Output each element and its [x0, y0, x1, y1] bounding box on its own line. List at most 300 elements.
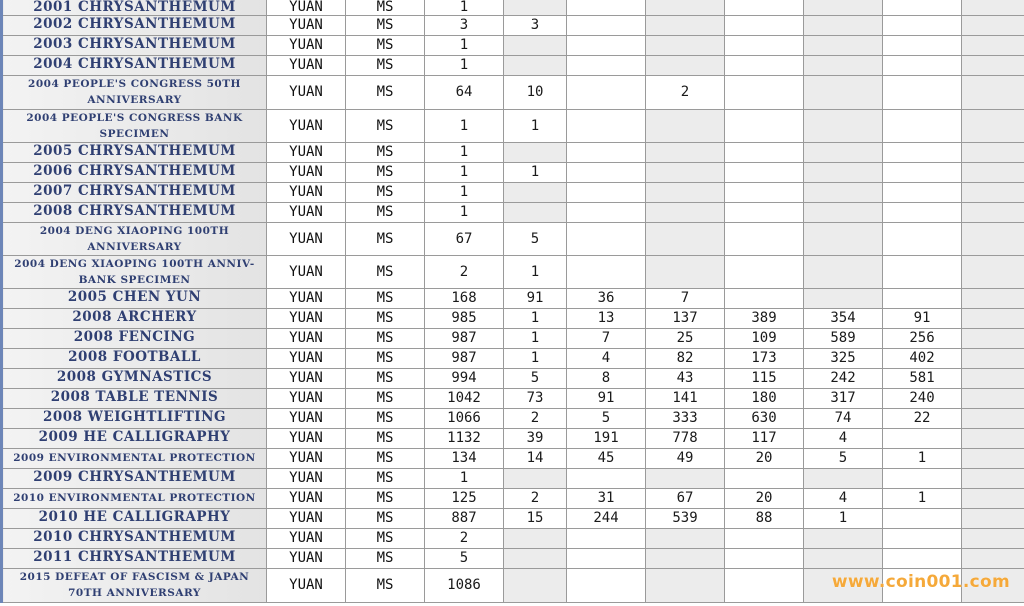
population-count-cell — [804, 55, 883, 75]
population-count-cell: 82 — [646, 348, 725, 368]
grade-cell: MS — [346, 388, 425, 408]
population-count-cell: 191 — [567, 428, 646, 448]
population-count-cell — [646, 35, 725, 55]
population-count-cell: 7 — [646, 288, 725, 308]
population-count-cell: 2 — [504, 488, 567, 508]
population-count-cell — [883, 35, 962, 55]
population-count-cell: 1 — [504, 328, 567, 348]
population-count-cell: 1 — [504, 162, 567, 182]
coin-name-cell: 2015 DEFEAT OF FASCISM & JAPAN 70TH ANNIVERSARY — [2, 568, 267, 602]
population-count-cell — [804, 182, 883, 202]
table-row — [2, 255, 1024, 288]
population-count-cell — [883, 508, 962, 528]
population-count-cell — [883, 222, 962, 255]
population-count-cell: 22 — [883, 408, 962, 428]
population-count-cell: 1 — [425, 0, 504, 15]
population-count-cell — [504, 468, 567, 488]
population-count-cell — [567, 0, 646, 15]
population-count-cell: 1 — [425, 109, 504, 142]
denomination-cell: YUAN — [267, 568, 346, 602]
coin-name-cell: 2008 CHRYSANTHEMUM — [2, 202, 267, 222]
population-count-cell — [567, 222, 646, 255]
population-count-cell — [962, 468, 1024, 488]
table-row — [2, 222, 1024, 255]
grade-cell: MS — [346, 142, 425, 162]
population-count-cell: 25 — [646, 328, 725, 348]
coin-name-cell: 2003 CHRYSANTHEMUM — [2, 35, 267, 55]
coin-name-cell: 2009 CHRYSANTHEMUM — [2, 468, 267, 488]
population-count-cell: 1 — [425, 55, 504, 75]
grade-cell: MS — [346, 255, 425, 288]
table-row — [2, 328, 1024, 348]
table-row — [2, 0, 1024, 15]
population-count-cell — [804, 468, 883, 488]
grade-cell: MS — [346, 75, 425, 109]
population-count-cell — [725, 548, 804, 568]
denomination-cell: YUAN — [267, 142, 346, 162]
table-row — [2, 488, 1024, 508]
coin-name-cell: 2005 CHEN YUN — [2, 288, 267, 308]
denomination-cell: YUAN — [267, 109, 346, 142]
denomination-cell: YUAN — [267, 508, 346, 528]
population-count-cell — [725, 288, 804, 308]
population-count-cell: 1132 — [425, 428, 504, 448]
population-count-cell — [567, 568, 646, 602]
population-count-cell: 173 — [725, 348, 804, 368]
population-count-cell: 3 — [425, 15, 504, 35]
population-count-cell: 1 — [425, 468, 504, 488]
population-count-cell — [646, 528, 725, 548]
population-count-cell — [725, 528, 804, 548]
grade-cell: MS — [346, 288, 425, 308]
table-row — [2, 508, 1024, 528]
table-row — [2, 348, 1024, 368]
population-count-cell — [962, 142, 1024, 162]
population-count-cell: 333 — [646, 408, 725, 428]
population-count-cell: 4 — [804, 488, 883, 508]
grade-cell: MS — [346, 348, 425, 368]
population-count-cell: 1 — [883, 448, 962, 468]
coin-name-cell: 2006 CHRYSANTHEMUM — [2, 162, 267, 182]
population-count-cell — [504, 182, 567, 202]
population-count-cell: 67 — [425, 222, 504, 255]
table-row — [2, 202, 1024, 222]
population-count-cell: 43 — [646, 368, 725, 388]
population-count-cell: 402 — [883, 348, 962, 368]
population-count-cell: 5 — [425, 548, 504, 568]
table-row — [2, 55, 1024, 75]
population-count-cell: 1 — [425, 35, 504, 55]
population-count-cell: 5 — [567, 408, 646, 428]
population-count-cell: 778 — [646, 428, 725, 448]
population-count-cell — [725, 142, 804, 162]
coin-name-cell: 2004 PEOPLE'S CONGRESS BANK SPECIMEN — [2, 109, 267, 142]
population-count-cell: 4 — [567, 348, 646, 368]
population-count-cell: 581 — [883, 368, 962, 388]
population-count-cell: 7 — [567, 328, 646, 348]
population-count-cell: 20 — [725, 448, 804, 468]
table-row — [2, 408, 1024, 428]
population-count-cell — [962, 288, 1024, 308]
population-count-cell: 887 — [425, 508, 504, 528]
grade-cell: MS — [346, 548, 425, 568]
population-count-cell — [646, 0, 725, 15]
grade-cell: MS — [346, 109, 425, 142]
population-count-cell: 1 — [504, 109, 567, 142]
denomination-cell: YUAN — [267, 182, 346, 202]
population-count-cell — [962, 255, 1024, 288]
population-count-cell — [725, 255, 804, 288]
coin-name-cell: 2008 WEIGHTLIFTING — [2, 408, 267, 428]
table-row — [2, 428, 1024, 448]
denomination-cell: YUAN — [267, 548, 346, 568]
population-count-cell: 8 — [567, 368, 646, 388]
population-count-cell — [883, 255, 962, 288]
population-count-cell — [504, 55, 567, 75]
population-count-cell — [646, 55, 725, 75]
population-count-cell: 5 — [504, 222, 567, 255]
population-count-cell: 2 — [504, 408, 567, 428]
grade-cell: MS — [346, 528, 425, 548]
grade-cell: MS — [346, 448, 425, 468]
population-count-cell: 74 — [804, 408, 883, 428]
population-count-cell — [962, 75, 1024, 109]
population-count-cell — [962, 15, 1024, 35]
population-count-cell — [883, 548, 962, 568]
population-count-cell: 45 — [567, 448, 646, 468]
population-count-cell: 20 — [725, 488, 804, 508]
population-count-cell: 36 — [567, 288, 646, 308]
coin-name-cell: 2008 GYMNASTICS — [2, 368, 267, 388]
grade-cell: MS — [346, 488, 425, 508]
denomination-cell: YUAN — [267, 368, 346, 388]
table-row — [2, 35, 1024, 55]
denomination-cell: YUAN — [267, 488, 346, 508]
population-count-cell: 1 — [883, 488, 962, 508]
grade-cell: MS — [346, 222, 425, 255]
population-count-cell — [962, 0, 1024, 15]
coin-name-cell: 2010 HE CALLIGRAPHY — [2, 508, 267, 528]
population-count-cell — [804, 548, 883, 568]
population-count-cell — [567, 182, 646, 202]
population-count-cell — [804, 222, 883, 255]
population-count-cell: 134 — [425, 448, 504, 468]
population-count-cell: 589 — [804, 328, 883, 348]
population-count-cell: 91 — [504, 288, 567, 308]
denomination-cell: YUAN — [267, 468, 346, 488]
population-count-cell — [504, 142, 567, 162]
denomination-cell: YUAN — [267, 55, 346, 75]
population-count-cell: 4 — [804, 428, 883, 448]
population-count-cell — [725, 75, 804, 109]
population-count-cell — [804, 109, 883, 142]
population-count-cell: 91 — [883, 308, 962, 328]
population-count-cell: 137 — [646, 308, 725, 328]
population-count-cell — [646, 202, 725, 222]
population-count-cell — [962, 408, 1024, 428]
population-count-cell — [567, 548, 646, 568]
population-count-cell: 125 — [425, 488, 504, 508]
population-count-cell: 3 — [504, 15, 567, 35]
coin-name-cell: 2010 CHRYSANTHEMUM — [2, 528, 267, 548]
population-count-cell: 64 — [425, 75, 504, 109]
population-count-cell — [504, 568, 567, 602]
population-count-cell — [646, 162, 725, 182]
population-count-cell — [567, 202, 646, 222]
population-count-cell — [646, 142, 725, 162]
population-count-cell — [883, 75, 962, 109]
denomination-cell: YUAN — [267, 348, 346, 368]
population-count-cell: 10 — [504, 75, 567, 109]
population-count-cell: 14 — [504, 448, 567, 468]
population-count-cell — [883, 288, 962, 308]
grade-cell: MS — [346, 202, 425, 222]
table-row — [2, 448, 1024, 468]
coin-name-cell: 2005 CHRYSANTHEMUM — [2, 142, 267, 162]
denomination-cell: YUAN — [267, 448, 346, 468]
population-count-cell: 109 — [725, 328, 804, 348]
population-count-cell: 15 — [504, 508, 567, 528]
population-count-cell: 115 — [725, 368, 804, 388]
population-count-cell: 49 — [646, 448, 725, 468]
population-count-cell: 256 — [883, 328, 962, 348]
population-count-cell: 1 — [504, 255, 567, 288]
table-row — [2, 308, 1024, 328]
population-count-cell — [567, 162, 646, 182]
population-count-cell: 240 — [883, 388, 962, 408]
coin-name-cell: 2007 CHRYSANTHEMUM — [2, 182, 267, 202]
table-row — [2, 162, 1024, 182]
population-count-cell — [883, 468, 962, 488]
population-count-cell — [962, 388, 1024, 408]
grade-cell: MS — [346, 368, 425, 388]
population-count-cell — [962, 528, 1024, 548]
population-count-cell — [804, 142, 883, 162]
grade-cell: MS — [346, 328, 425, 348]
coin-name-cell: 2008 FOOTBALL — [2, 348, 267, 368]
population-count-cell: 168 — [425, 288, 504, 308]
grade-cell: MS — [346, 35, 425, 55]
denomination-cell: YUAN — [267, 428, 346, 448]
population-count-cell: 141 — [646, 388, 725, 408]
population-count-cell: 39 — [504, 428, 567, 448]
population-count-cell — [804, 15, 883, 35]
population-count-cell — [567, 109, 646, 142]
population-count-cell — [504, 35, 567, 55]
population-count-cell — [962, 428, 1024, 448]
population-count-cell — [646, 468, 725, 488]
population-count-cell: 389 — [725, 308, 804, 328]
population-count-cell: 67 — [646, 488, 725, 508]
population-count-cell: 317 — [804, 388, 883, 408]
denomination-cell: YUAN — [267, 222, 346, 255]
population-count-cell — [567, 528, 646, 548]
population-count-cell — [962, 35, 1024, 55]
population-count-cell: 31 — [567, 488, 646, 508]
population-count-cell: 985 — [425, 308, 504, 328]
grade-cell: MS — [346, 308, 425, 328]
population-count-cell — [725, 568, 804, 602]
population-count-cell — [883, 109, 962, 142]
population-count-cell: 2 — [646, 75, 725, 109]
table-row — [2, 109, 1024, 142]
watermark-logo: www.coin001.com — [831, 572, 1010, 592]
coin-name-cell: 2009 ENVIRONMENTAL PROTECTION — [2, 448, 267, 468]
population-count-cell — [883, 202, 962, 222]
population-count-cell — [725, 15, 804, 35]
population-count-cell: 1 — [425, 182, 504, 202]
population-count-cell: 180 — [725, 388, 804, 408]
grade-cell: MS — [346, 428, 425, 448]
grade-cell: MS — [346, 15, 425, 35]
denomination-cell: YUAN — [267, 255, 346, 288]
population-count-cell — [725, 202, 804, 222]
population-count-cell — [725, 468, 804, 488]
population-count-cell — [567, 75, 646, 109]
population-count-cell: 987 — [425, 348, 504, 368]
population-count-cell — [646, 182, 725, 202]
population-count-cell — [883, 162, 962, 182]
population-count-cell — [567, 15, 646, 35]
population-count-cell — [883, 142, 962, 162]
population-count-cell — [962, 348, 1024, 368]
grade-cell: MS — [346, 182, 425, 202]
denomination-cell: YUAN — [267, 0, 346, 15]
table-row — [2, 368, 1024, 388]
population-count-cell — [883, 15, 962, 35]
coin-name-cell: 2009 HE CALLIGRAPHY — [2, 428, 267, 448]
population-count-cell — [504, 202, 567, 222]
population-count-cell: 244 — [567, 508, 646, 528]
coin-name-cell: 2004 PEOPLE'S CONGRESS 50TH ANNIVERSARY — [2, 75, 267, 109]
population-count-cell — [883, 428, 962, 448]
population-count-cell: 73 — [504, 388, 567, 408]
population-count-cell — [962, 202, 1024, 222]
population-count-cell — [567, 255, 646, 288]
population-count-cell: 1 — [425, 202, 504, 222]
population-count-cell: 5 — [804, 448, 883, 468]
population-count-cell — [725, 222, 804, 255]
population-count-cell: 117 — [725, 428, 804, 448]
population-count-cell — [962, 508, 1024, 528]
denomination-cell: YUAN — [267, 75, 346, 109]
coin-name-cell: 2008 ARCHERY — [2, 308, 267, 328]
population-count-cell — [725, 162, 804, 182]
population-count-cell — [804, 0, 883, 15]
population-count-cell: 1 — [425, 142, 504, 162]
grade-cell: MS — [346, 55, 425, 75]
population-count-cell — [962, 162, 1024, 182]
population-count-cell — [567, 55, 646, 75]
coin-name-cell: 2004 CHRYSANTHEMUM — [2, 55, 267, 75]
population-count-cell — [962, 109, 1024, 142]
population-count-cell: 2 — [425, 528, 504, 548]
population-count-cell — [646, 222, 725, 255]
table-row — [2, 288, 1024, 308]
population-count-cell: 1086 — [425, 568, 504, 602]
population-count-cell: 325 — [804, 348, 883, 368]
population-count-cell: 994 — [425, 368, 504, 388]
population-count-cell — [725, 55, 804, 75]
population-count-cell: 1 — [804, 508, 883, 528]
population-count-cell — [646, 548, 725, 568]
denomination-cell: YUAN — [267, 528, 346, 548]
population-count-cell: 5 — [504, 368, 567, 388]
population-count-cell — [804, 288, 883, 308]
grade-cell: MS — [346, 508, 425, 528]
denomination-cell: YUAN — [267, 328, 346, 348]
table-row — [2, 388, 1024, 408]
population-count-cell — [504, 548, 567, 568]
population-count-cell — [883, 182, 962, 202]
population-count-cell — [504, 0, 567, 15]
table-row — [2, 528, 1024, 548]
population-count-cell — [883, 55, 962, 75]
denomination-cell: YUAN — [267, 202, 346, 222]
coin-name-cell: 2010 ENVIRONMENTAL PROTECTION — [2, 488, 267, 508]
denomination-cell: YUAN — [267, 35, 346, 55]
table-row — [2, 548, 1024, 568]
denomination-cell: YUAN — [267, 308, 346, 328]
population-count-cell — [504, 528, 567, 548]
grade-cell: MS — [346, 162, 425, 182]
table-row — [2, 75, 1024, 109]
population-count-cell — [646, 15, 725, 35]
population-count-cell — [804, 528, 883, 548]
population-count-cell — [883, 0, 962, 15]
population-count-cell — [804, 162, 883, 182]
population-count-cell — [962, 308, 1024, 328]
coin-name-cell: 2004 DENG XIAOPING 100TH ANNIV-BANK SPECIMEN — [2, 255, 267, 288]
population-count-cell — [804, 202, 883, 222]
population-count-cell — [725, 0, 804, 15]
population-count-cell — [962, 182, 1024, 202]
population-count-cell — [646, 568, 725, 602]
denomination-cell: YUAN — [267, 162, 346, 182]
population-count-cell: 1 — [425, 162, 504, 182]
denomination-cell: YUAN — [267, 288, 346, 308]
population-count-cell — [725, 182, 804, 202]
population-count-cell — [962, 488, 1024, 508]
population-count-cell: 987 — [425, 328, 504, 348]
population-count-cell — [804, 35, 883, 55]
coin-name-cell: 2008 FENCING — [2, 328, 267, 348]
population-count-cell — [962, 368, 1024, 388]
grade-cell: MS — [346, 408, 425, 428]
table-row — [2, 142, 1024, 162]
denomination-cell: YUAN — [267, 388, 346, 408]
coin-name-cell: 2011 CHRYSANTHEMUM — [2, 548, 267, 568]
population-count-cell — [567, 468, 646, 488]
population-count-cell — [646, 109, 725, 142]
population-count-cell — [725, 109, 804, 142]
population-count-cell — [962, 448, 1024, 468]
population-count-cell: 1 — [504, 348, 567, 368]
denomination-cell: YUAN — [267, 15, 346, 35]
population-count-cell: 91 — [567, 388, 646, 408]
table-row — [2, 15, 1024, 35]
grade-cell: MS — [346, 0, 425, 15]
population-count-cell: 242 — [804, 368, 883, 388]
table-row — [2, 468, 1024, 488]
population-count-cell: 88 — [725, 508, 804, 528]
population-count-cell — [725, 35, 804, 55]
coin-name-cell: 2002 CHRYSANTHEMUM — [2, 15, 267, 35]
population-count-cell — [883, 528, 962, 548]
population-count-cell — [804, 255, 883, 288]
population-count-cell — [804, 75, 883, 109]
coin-name-cell: 2004 DENG XIAOPING 100TH ANNIVERSARY — [2, 222, 267, 255]
